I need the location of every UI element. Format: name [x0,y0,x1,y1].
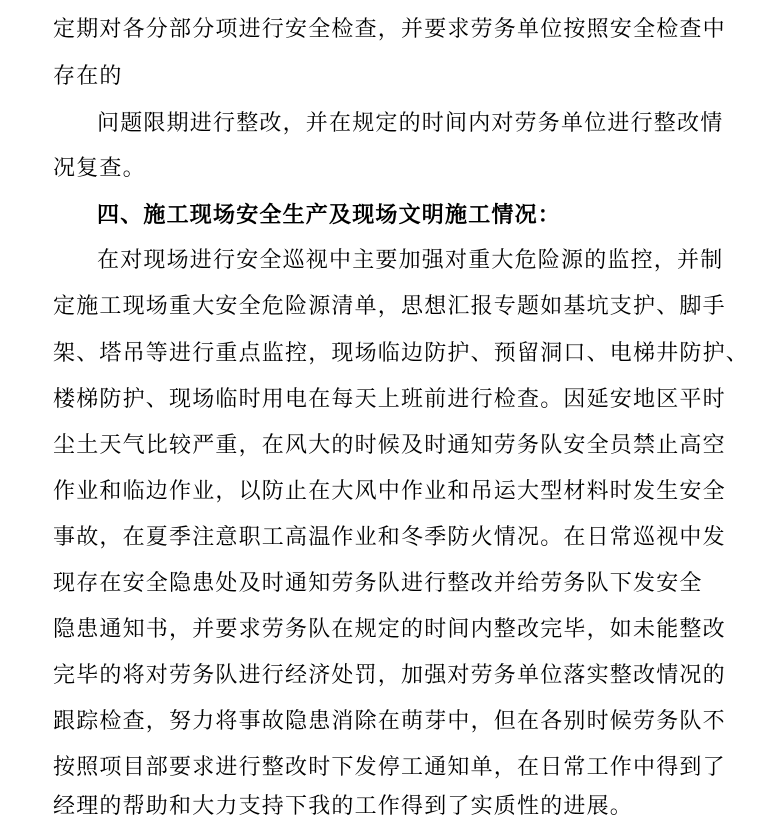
text-line: 现存在安全隐患处及时通知劳务队进行整改并给劳务队下发安全 [53,571,703,596]
text-line: 隐患通知书，并要求劳务队在规定的时间内整改完毕，如未能整改 [53,617,726,642]
section-heading: 四、施工现场安全生产及现场文明施工情况： [97,202,562,228]
text-line: 定期对各分部分项进行安全检查，并要求劳务单位按照安全检查中 [53,17,726,42]
text-line: 作业和临边作业，以防止在大风中作业和吊运大型材料时发生安全 [53,479,726,504]
text-line: 经理的帮助和大力支持下我的工作得到了实质性的进展。 [53,794,634,819]
text-line: 按照项目部要求进行整改时下发停工通知单，在日常工作中得到了 [53,755,726,780]
text-line: 事故，在夏季注意职工高温作业和冬季防火情况。在日常巡视中发 [53,525,726,550]
text-line: 跟踪检查，努力将事故隐患消除在萌芽中，但在各别时候劳务队不 [53,709,726,734]
text-line: 存在的 [53,64,123,89]
text-line: 定施工现场重大安全危险源清单，思想汇报专题如基坑支护、脚手 [53,294,726,319]
text-line: 在对现场进行安全巡视中主要加强对重大危险源的监控，并制 [97,248,724,273]
text-line: 尘土天气比较严重，在风大的时候及时通知劳务队安全员禁止高空 [53,433,726,458]
text-line: 架、塔吊等进行重点监控，现场临边防护、预留洞口、电梯井防护、 [53,341,750,366]
text-line: 完毕的将对劳务队进行经济处罚，加强对劳务单位落实整改情况的 [53,663,726,688]
text-line: 况复查。 [53,156,146,181]
text-line: 问题限期进行整改，并在规定的时间内对劳务单位进行整改情 [97,111,724,136]
text-line: 楼梯防护、现场临时用电在每天上班前进行检查。因延安地区平时 [53,387,726,412]
